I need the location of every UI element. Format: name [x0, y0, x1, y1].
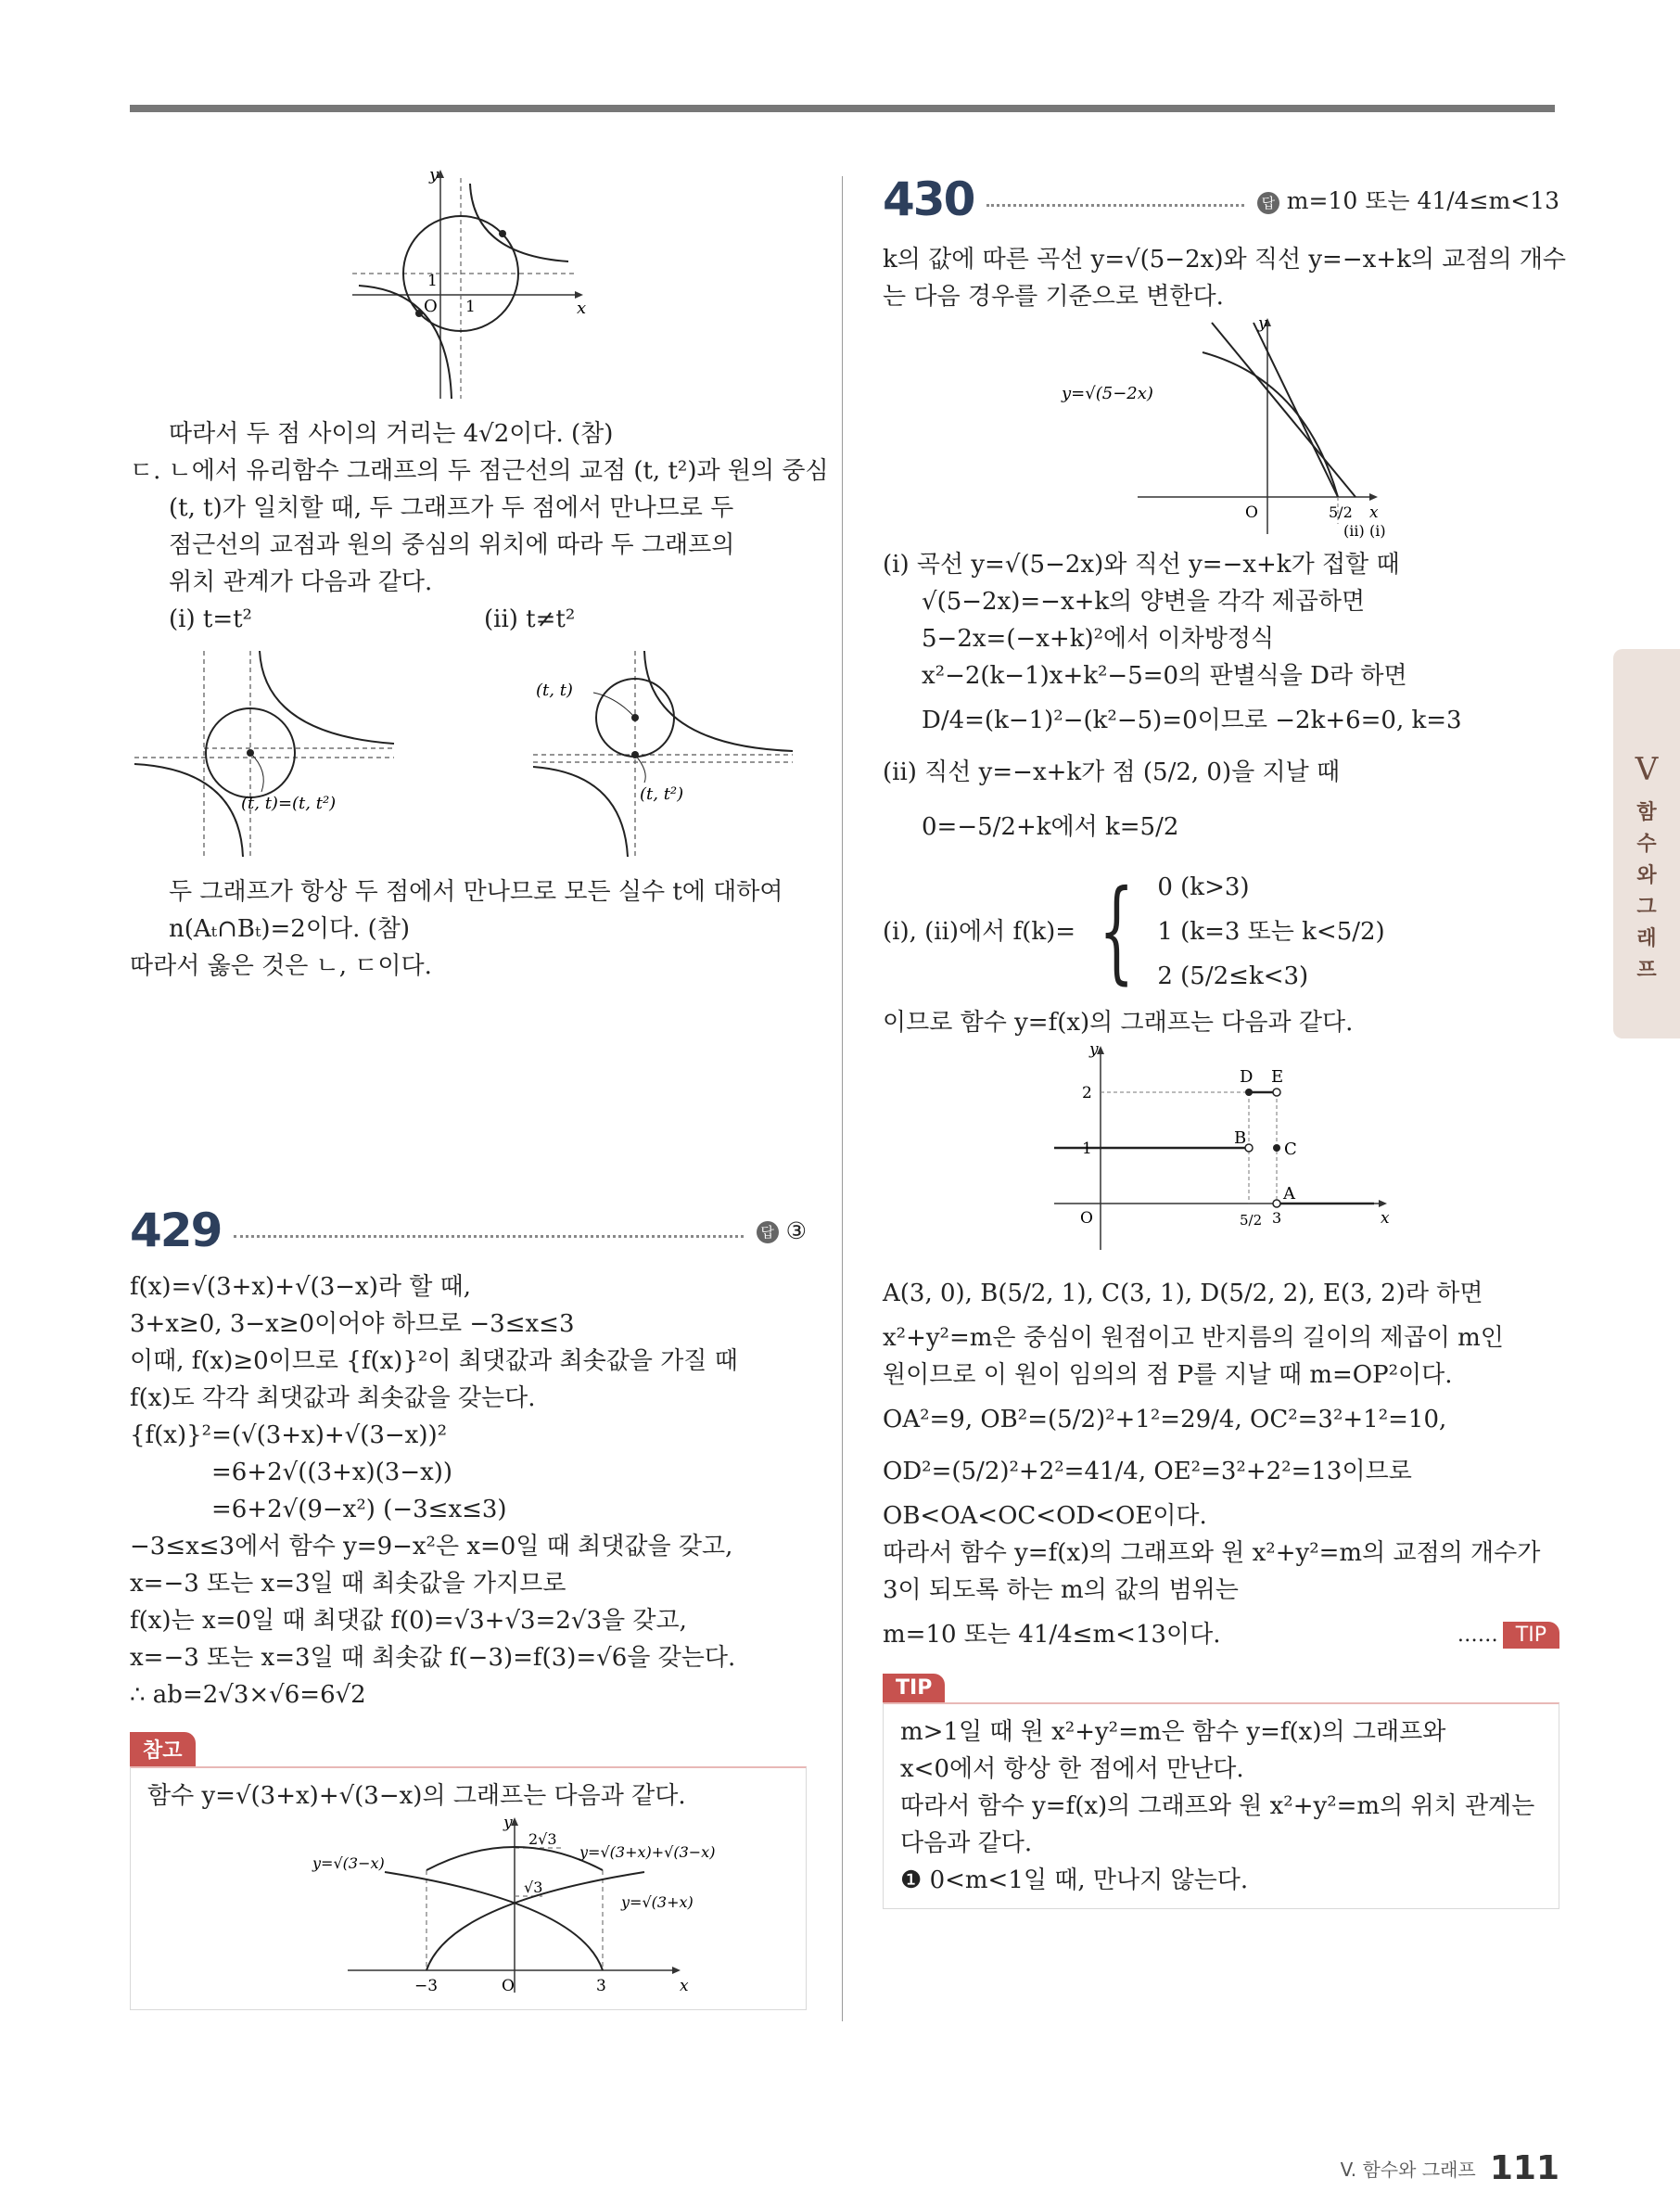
question-429 — [130, 1198, 807, 1713]
tick-five-halves: 5/2 — [1240, 1212, 1263, 1229]
note-text: 함수 y=√(3+x)+√(3−x)의 그래프는 다음과 같다. — [147, 1782, 686, 1810]
axis-y-label: y — [1089, 1041, 1099, 1059]
top-rule — [130, 105, 1555, 112]
case-i-label: (i) t=t² — [169, 605, 252, 633]
tick-y-two: 2 — [1082, 1084, 1092, 1102]
dotted-leader — [986, 204, 1243, 207]
text-line: f(x)는 x=0일 때 최댓값 f(0)=√3+√3=2√3을 갖고, — [130, 1607, 687, 1635]
figure-case-i — [130, 642, 399, 864]
origin-label: O — [424, 297, 438, 316]
axis-x-label: x — [1381, 1209, 1390, 1228]
text-line: n(Aₜ∩Bₜ)=2이다. (참) — [169, 915, 411, 943]
question-header — [883, 167, 1559, 232]
fk-case: 0 (k>3) — [1157, 873, 1250, 901]
text-line: x=−3 또는 x=3일 때 최솟값을 가지므로 — [130, 1570, 566, 1598]
origin-label: O — [1245, 503, 1258, 522]
text-line: 이므로 함수 y=f(x)의 그래프는 다음과 같다. — [883, 1009, 1354, 1037]
tt-point-label: (t, t) — [536, 681, 573, 700]
tip-label: TIP — [883, 1674, 945, 1702]
dotted-leader — [234, 1235, 743, 1238]
text-line: ㄷ. ㄴ에서 유리함수 그래프의 두 점근선의 교점 (t, t²)과 원의 중심 — [130, 457, 829, 485]
text-line: √(5−2x)=−x+k의 양변을 각각 제곱하면 — [922, 588, 1366, 616]
text-line: x²−2(k−1)x+k²−5=0의 판별식을 D라 하면 — [922, 662, 1407, 690]
brace: { — [1099, 867, 1135, 996]
point-A: A — [1283, 1184, 1295, 1204]
text-line: D/4=(k−1)²−(k²−5)=0이므로 −2k+6=0, k=3 — [922, 707, 1462, 734]
text-line: 따라서 함수 y=f(x)의 그래프와 원 x²+y²=m의 교점의 개수가 — [883, 1539, 1541, 1567]
answer: 답 m=10 또는 41/4≤m<13 — [1257, 183, 1559, 216]
eq-point-label: (t, t)=(t, t²) — [241, 794, 337, 813]
chapter-roman: V — [1635, 751, 1659, 788]
text-line: 5−2x=(−x+k)²에서 이차방정식 — [922, 625, 1275, 653]
piecewise-fk — [883, 865, 1559, 999]
text-line: 원이므로 이 원이 임의의 점 P를 지날 때 m=OP²이다. — [883, 1361, 1453, 1389]
text-line: f(x)=√(3+x)+√(3−x)라 할 때, — [130, 1273, 471, 1301]
text-line: 는 다음 경우를 기준으로 변한다. — [883, 283, 1224, 311]
left-column — [130, 167, 829, 2010]
text-line: k의 값에 따른 곡선 y=√(5−2x)와 직선 y=−x+k의 교점의 개수 — [883, 246, 1567, 274]
text-line: −3≤x≤3에서 함수 y=9−x²은 x=0일 때 최댓값을 갖고, — [130, 1533, 733, 1560]
answer-icon: 답 — [757, 1221, 779, 1243]
text-line: =6+2√((3+x)(3−x)) — [211, 1459, 453, 1486]
text-line: A(3, 0), B(5/2, 1), C(3, 1), D(5/2, 2), E(3, 2)라 하면 — [883, 1280, 1483, 1307]
part-c-conclusion — [130, 873, 807, 985]
footer-section: V. 함수와 그래프 — [1340, 2159, 1476, 2181]
text-line: OB<OA<OC<OD<OE이다. — [883, 1502, 1207, 1530]
tick-y-one: 1 — [1082, 1140, 1092, 1158]
curve-label-sum: y=√(3+x)+√(3−x) — [579, 1843, 716, 1861]
text-line: 점근선의 교점과 원의 중심의 위치에 따라 두 그래프의 — [169, 531, 735, 559]
question-number: 430 — [883, 172, 974, 226]
tick-2sqrt3: 2√3 — [528, 1830, 557, 1848]
tick-x-one: 1 — [465, 298, 476, 316]
tip-line: 따라서 함수 y=f(x)의 그래프와 원 x²+y²=m의 위치 관계는 — [900, 1792, 1535, 1820]
text-line: x=−3 또는 x=3일 때 최솟값 f(−3)=f(3)=√6을 갖는다. — [130, 1644, 736, 1672]
question-430 — [883, 167, 1567, 1653]
text-line: (i) 곡선 y=√(5−2x)와 직선 y=−x+k가 접할 때 — [883, 551, 1400, 579]
tick-three: 3 — [1272, 1209, 1282, 1227]
figure-case-ii — [528, 642, 797, 864]
case-ii-label: (ii) t≠t² — [484, 605, 576, 633]
text-line: 0=−5/2+k에서 k=5/2 — [922, 813, 1179, 841]
text-line: f(x)도 각각 최댓값과 최솟값을 갖는다. — [130, 1384, 536, 1412]
note-content — [130, 1766, 807, 2010]
fk-case: 1 (k=3 또는 k<5/2) — [1157, 918, 1385, 946]
tip-line: 다음과 같다. — [900, 1829, 1033, 1857]
case-labels — [130, 601, 807, 638]
axis-x-label: x — [1369, 503, 1379, 522]
axis-y-label: y — [1258, 315, 1267, 333]
text-line: =6+2√(9−x²) (−3≤x≤3) — [211, 1496, 507, 1523]
chapter-side-tab — [1613, 649, 1680, 1038]
axis-x-label: x — [577, 299, 587, 318]
tip-line: x<0에서 항상 한 점에서 만난다. — [900, 1755, 1244, 1783]
tick-five-halves: 5/2 — [1329, 503, 1353, 521]
origin-label: O — [502, 1977, 515, 1995]
tick-sqrt3: √3 — [524, 1879, 543, 1896]
text-line: 3이 되도록 하는 m의 값의 범위는 — [883, 1576, 1239, 1604]
tip-box — [883, 1674, 1559, 1909]
right-column — [883, 167, 1567, 1909]
question-number: 429 — [130, 1204, 222, 1257]
text-line: OD²=(5/2)²+2²=41/4, OE²=3²+2²=13이므로 — [883, 1458, 1412, 1485]
tick-neg3: −3 — [414, 1977, 439, 1995]
tt2-point-label: (t, t²) — [640, 784, 684, 804]
note-box — [130, 1732, 807, 2010]
question-header — [130, 1198, 807, 1263]
line-label-ii: (ii) — [1343, 522, 1365, 540]
answer: 답 ③ — [757, 1217, 807, 1244]
tip-content — [883, 1702, 1559, 1909]
axis-x-label: x — [680, 1977, 689, 1995]
case-figures — [130, 642, 797, 864]
text-line: (ii) 직선 y=−x+k가 점 (5/2, 0)을 지날 때 — [883, 758, 1341, 786]
note-label: 참고 — [130, 1732, 196, 1766]
column-divider — [842, 176, 843, 2021]
point-E: E — [1271, 1067, 1284, 1087]
page-footer — [1341, 2149, 1559, 2187]
curve-label-plus: y=√(3+x) — [621, 1893, 694, 1911]
curve-label: y=√(5−2x) — [1062, 384, 1153, 403]
tip-line: ❶ 0<m<1일 때, 만나지 않는다. — [900, 1866, 1249, 1894]
fk-lead: (i), (ii)에서 f(k)= — [883, 918, 1075, 946]
tip-line: m>1일 때 원 x²+y²=m은 함수 y=f(x)의 그래프와 — [900, 1718, 1446, 1746]
text-line: x²+y²=m은 중심이 원점이고 반지름의 길이의 제곱이 m인 — [883, 1324, 1504, 1352]
answer-icon: 답 — [1257, 192, 1279, 214]
tip-pointer: …… TIP — [1457, 1622, 1559, 1649]
text-line: OA²=9, OB²=(5/2)²+1²=29/4, OC²=3²+1²=10, — [883, 1406, 1447, 1433]
text-line: 따라서 옳은 것은 ㄴ, ㄷ이다. — [130, 952, 432, 980]
final-answer: m=10 또는 41/4≤m<13이다. — [883, 1621, 1221, 1649]
chapter-title-vertical: 함 수 와 그 래 프 — [1636, 801, 1657, 982]
page-number: 111 — [1489, 2149, 1559, 2187]
fk-case: 2 (5/2≤k<3) — [1157, 962, 1309, 990]
text-line: 3+x≥0, 3−x≥0이어야 하므로 −3≤x≤3 — [130, 1310, 575, 1338]
figure-circle-hyperbola — [348, 167, 589, 408]
curve-label-minus: y=√(3−x) — [312, 1854, 385, 1872]
tip-badge: TIP — [1503, 1622, 1559, 1649]
figure-tangent — [1054, 315, 1388, 542]
figure-sqrt-sum — [209, 1815, 728, 2000]
text-line: 위치 관계가 다음과 같다. — [169, 568, 433, 596]
part-c-text — [130, 415, 829, 638]
figure-fx-step — [1045, 1041, 1397, 1264]
origin-label: O — [1080, 1209, 1093, 1228]
text-line: 따라서 두 점 사이의 거리는 4√2이다. (참) — [169, 420, 614, 448]
tick-y-one: 1 — [427, 272, 438, 290]
line-label-i: (i) — [1369, 522, 1386, 540]
axis-y-label: y — [503, 1815, 513, 1832]
text-line: ∴ ab=2√3×√6=6√2 — [130, 1681, 366, 1709]
final-line — [883, 1616, 1559, 1653]
tick-pos3: 3 — [596, 1977, 606, 1995]
text-line: (t, t)가 일치할 때, 두 그래프가 두 점에서 만나므로 두 — [169, 494, 734, 522]
axis-y-label: y — [429, 167, 439, 185]
text-line: 두 그래프가 항상 두 점에서 만나므로 모든 실수 t에 대하여 — [169, 878, 783, 906]
point-C: C — [1284, 1140, 1297, 1159]
point-B: B — [1234, 1128, 1247, 1148]
point-D: D — [1240, 1067, 1254, 1087]
text-line: {f(x)}²=(√(3+x)+√(3−x))² — [130, 1421, 448, 1449]
text-line: 이때, f(x)≥0이므로 {f(x)}²이 최댓값과 최솟값을 가질 때 — [130, 1347, 738, 1375]
